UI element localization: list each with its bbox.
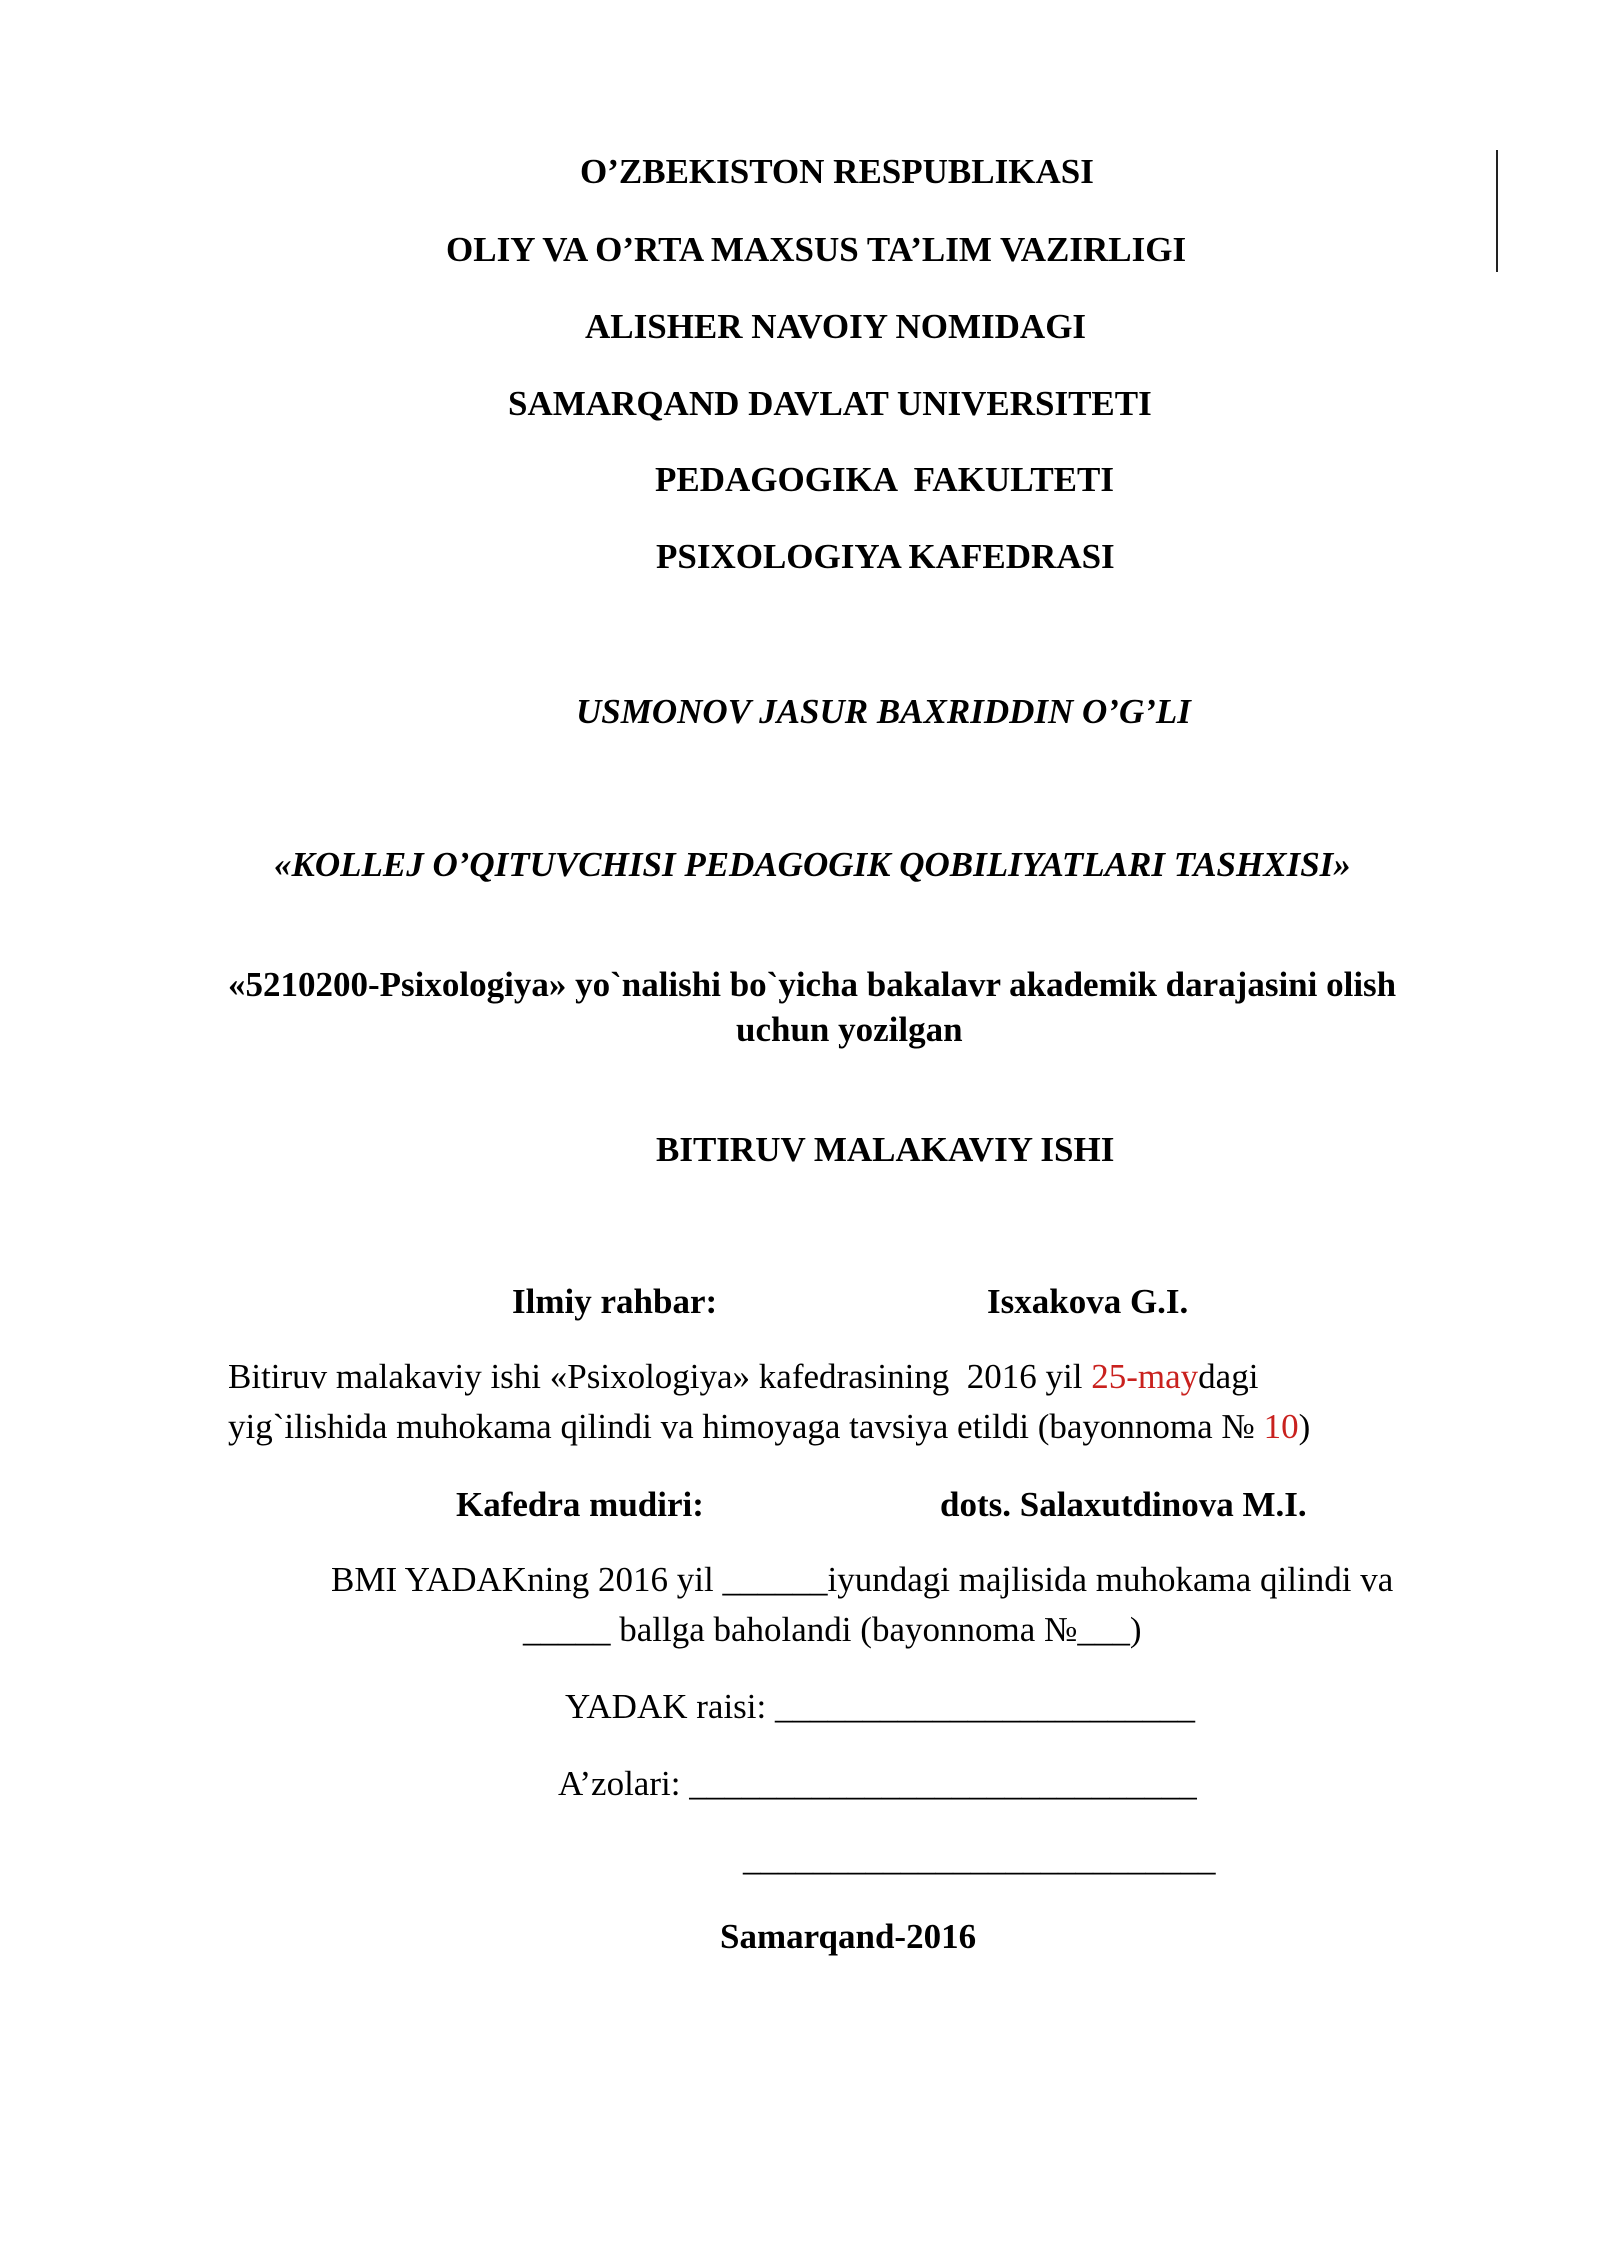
place-year: Samarqand-2016 bbox=[720, 1917, 977, 1956]
head-label: Kafedra mudiri: bbox=[456, 1485, 704, 1524]
header-ministry: OLIY VA O’RTA MAXSUS TA’LIM VAZIRLIGI bbox=[446, 230, 1187, 269]
header-republic: O’ZBEKISTON RESPUBLIKASI bbox=[580, 152, 1094, 191]
work-type: BITIRUV MALAKAVIY ISHI bbox=[656, 1130, 1115, 1169]
members-signature-line: A’zolari: _____________________________ bbox=[558, 1764, 1197, 1803]
degree-line-1: «5210200-Psixologiya» yo`nalishi bo`yicha bakalavr akademik darajasini olish bbox=[228, 965, 1397, 1004]
members-extra-line: ___________________________ bbox=[743, 1839, 1216, 1878]
discussion-text: Bitiruv malakaviy ishi «Psixologiya» kafedrasining 2016 yil bbox=[228, 1357, 1092, 1396]
author-name: USMONOV JASUR BAXRIDDIN O’G’LI bbox=[576, 692, 1191, 731]
chair-signature-line: YADAK raisi: ________________________ bbox=[565, 1687, 1195, 1726]
thesis-title: «KOLLEJ O’QITUVCHISI PEDAGOGIK QOBILIYATLARI TASHXISI» bbox=[274, 845, 1351, 884]
margin-rule bbox=[1496, 150, 1498, 272]
degree-line-2: uchun yozilgan bbox=[736, 1010, 963, 1049]
protocol-number: 10 bbox=[1263, 1407, 1299, 1446]
head-name: dots. Salaxutdinova M.I. bbox=[940, 1485, 1307, 1524]
header-named-after: ALISHER NAVOIY NOMIDAGI bbox=[585, 307, 1087, 346]
discussion-date-suffix: dagi bbox=[1198, 1357, 1259, 1396]
discussion-line-1 bbox=[228, 1355, 1258, 1399]
discussion-line-2 bbox=[228, 1405, 1310, 1449]
discussion-date: 25-may bbox=[1091, 1357, 1199, 1396]
discussion-text-2: yig`ilishida muhokama qilindi va himoyaga tavsiya etildi (bayonnoma № bbox=[228, 1407, 1264, 1446]
commission-line-2: _____ ballga baholandi (bayonnoma №___) bbox=[523, 1610, 1142, 1649]
header-university: SAMARQAND DAVLAT UNIVERSITETI bbox=[508, 384, 1152, 423]
supervisor-name: Isxakova G.I. bbox=[987, 1282, 1189, 1321]
commission-line-1: BMI YADAKning 2016 yil ______iyundagi majlisida muhokama qilindi va bbox=[331, 1560, 1394, 1599]
protocol-close: ) bbox=[1298, 1407, 1311, 1446]
supervisor-label: Ilmiy rahbar: bbox=[512, 1282, 718, 1321]
header-faculty: PEDAGOGIKA FAKULTETI bbox=[655, 460, 1114, 499]
header-department: PSIXOLOGIYA KAFEDRASI bbox=[656, 537, 1115, 576]
